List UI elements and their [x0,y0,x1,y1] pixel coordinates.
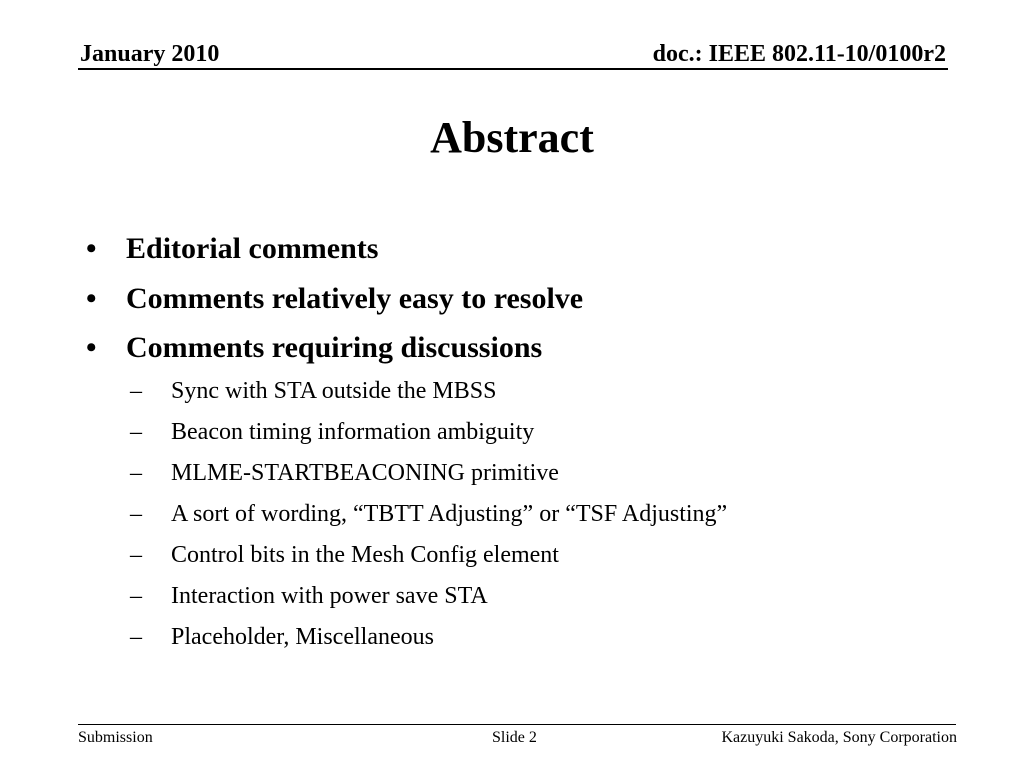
bullet-item [86,231,378,267]
bullet-text: Comments requiring discussions [126,331,543,364]
sub-bullet-marker: – [130,501,142,527]
footer-slide-number: Slide 2 [492,729,537,746]
bullet-text: Comments relatively easy to resolve [126,282,584,315]
bullet-marker: • [86,331,97,364]
bullet-item [86,281,583,317]
bullet-marker: • [86,282,97,315]
footer-submission: Submission [78,729,153,746]
sub-bullet-marker: – [130,460,142,486]
bullet-text: Editorial comments [126,232,379,265]
sub-bullet-item [130,458,559,488]
sub-bullet-marker: – [130,583,142,609]
sub-bullet-text: MLME-STARTBEACONING primitive [171,460,559,486]
sub-bullet-item [130,499,727,529]
header-date: January 2010 [80,41,220,67]
sub-bullet-item [130,581,488,611]
sub-bullet-text: Placeholder, Miscellaneous [171,624,434,650]
sub-bullet-text: Beacon timing information ambiguity [171,419,535,445]
sub-bullet-item [130,417,534,447]
sub-bullet-item [130,622,434,652]
sub-bullet-item [130,540,559,570]
sub-bullet-marker: – [130,624,142,650]
sub-bullet-marker: – [130,542,142,568]
sub-bullet-marker: – [130,378,142,404]
sub-bullet-marker: – [130,419,142,445]
footer-divider [78,724,956,725]
slide-title: Abstract [430,113,594,162]
sub-bullet-text: Sync with STA outside the MBSS [171,378,497,404]
sub-bullet-item [130,376,496,406]
bullet-marker: • [86,232,97,265]
header-doc-id: doc.: IEEE 802.11-10/0100r2 [652,41,946,67]
footer-author: Kazuyuki Sakoda, Sony Corporation [721,729,957,746]
sub-bullet-text: Interaction with power save STA [171,583,488,609]
sub-bullet-text: A sort of wording, “TBTT Adjusting” or “TSF Adjusting” [171,501,728,527]
sub-bullet-text: Control bits in the Mesh Config element [171,542,559,568]
bullet-item [86,330,542,366]
